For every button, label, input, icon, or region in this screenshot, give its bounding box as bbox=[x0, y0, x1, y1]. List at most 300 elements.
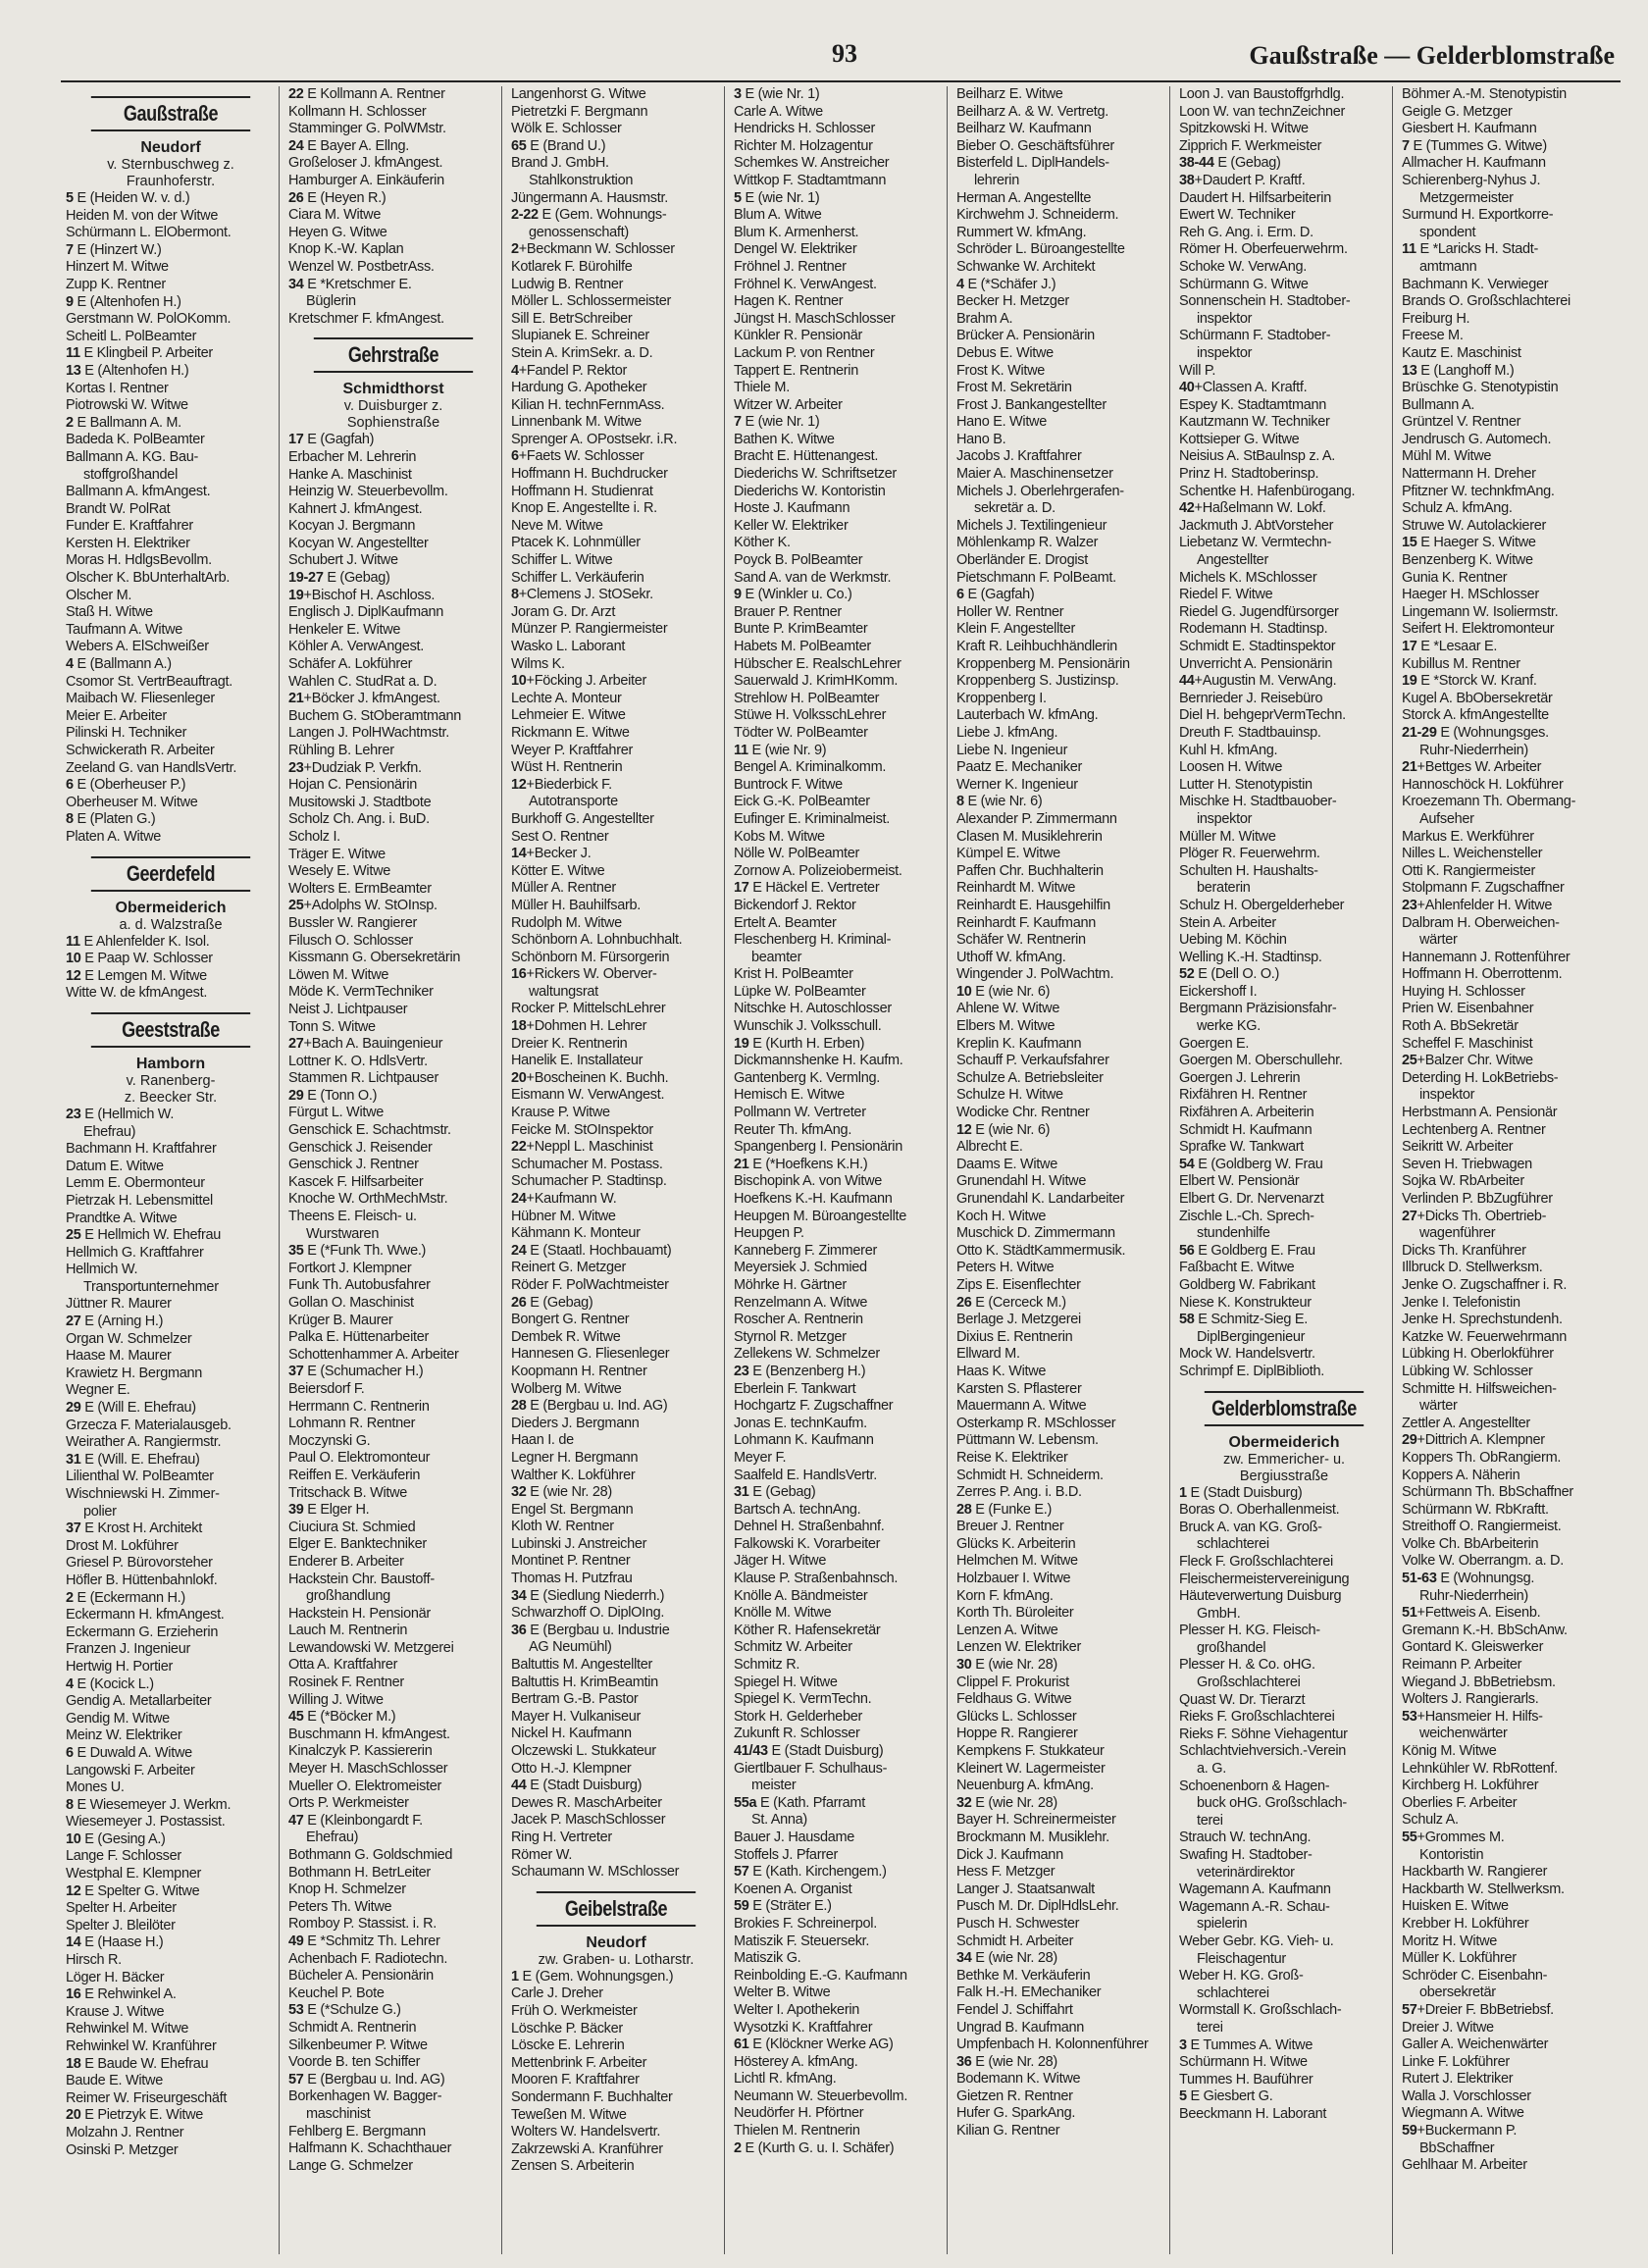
directory-entry: Clippel F. Prokurist bbox=[956, 1674, 1069, 1690]
directory-entry: Ewert W. Techniker bbox=[1179, 207, 1296, 224]
directory-entry: Bunte P. KrimBeamter bbox=[734, 621, 868, 638]
directory-entry: Maibach W. Fliesenleger bbox=[66, 691, 215, 707]
directory-entry: Kirchwehm J. Schneiderm. bbox=[956, 207, 1119, 224]
house-number: 41/43 bbox=[734, 1743, 768, 1759]
directory-entry: Buchem G. StOberamtmann bbox=[288, 707, 462, 724]
directory-entry: Weyer P. Kraftfahrer bbox=[511, 742, 634, 758]
directory-entry: Schoke W. VerwAng. bbox=[1179, 258, 1307, 275]
directory-entry: Dreuth F. Stadtbauinsp. bbox=[1179, 724, 1321, 741]
house-number: 4 bbox=[66, 656, 74, 673]
directory-entry: Wolberg M. Witwe bbox=[511, 1380, 622, 1397]
entry-continuation: inspektor bbox=[1419, 1087, 1475, 1104]
directory-entry: Hendricks H. Schlosser bbox=[734, 121, 876, 137]
directory-entry: Bergmann Präzisionsfahr- bbox=[1179, 1001, 1337, 1017]
directory-entry: Neudörfer H. Pförtner bbox=[734, 2105, 864, 2122]
directory-entry bbox=[511, 363, 721, 381]
directory-entry: Kissmann G. Obersekretärin bbox=[288, 950, 461, 966]
directory-entry: Häuteverwertung Duisburg bbox=[1179, 1588, 1342, 1605]
directory-entry: Silkenbeumer P. Witwe bbox=[288, 2036, 428, 2053]
directory-entry: Slupianek E. Schreiner bbox=[511, 328, 649, 344]
directory-entry bbox=[734, 1743, 944, 1761]
directory-entry: Meyer F. bbox=[734, 1449, 787, 1466]
directory-entry: Mettenbrink F. Arbeiter bbox=[511, 2054, 647, 2071]
directory-entry: Schäfer W. Rentnerin bbox=[956, 932, 1086, 949]
entry-text: E (Kurth G. u. I. Schäfer) bbox=[741, 2139, 895, 2156]
entry-continuation: Ehefrau) bbox=[306, 1830, 359, 1846]
directory-entry: Rühling B. Lehrer bbox=[288, 743, 394, 758]
entry-text: +Adolphs W. StOInsp. bbox=[303, 898, 438, 914]
entry-text: E (Oberheuser P.) bbox=[73, 777, 186, 794]
directory-entry bbox=[288, 1036, 498, 1054]
directory-entry: Romboy P. Stassist. i. R. bbox=[288, 1916, 437, 1933]
directory-entry bbox=[1402, 2123, 1612, 2140]
directory-entry: Römer H. Oberfeuerwehrm. bbox=[1179, 241, 1348, 258]
house-number: 16 bbox=[511, 966, 527, 983]
directory-entry: Carle J. Dreher bbox=[511, 1985, 603, 2002]
directory-entry: Daudert H. Hilfsarbeiterin bbox=[1179, 189, 1331, 206]
directory-entry bbox=[511, 1778, 721, 1795]
directory-entry: Hoefkens K.-H. Kaufmann bbox=[734, 1191, 893, 1207]
directory-entry: Hertwig H. Portier bbox=[66, 1658, 174, 1675]
directory-entry: Elbert G. Dr. Nervenarzt bbox=[1179, 1191, 1324, 1207]
house-number: 25 bbox=[288, 898, 304, 914]
entry-text: E (Wohnungsges. bbox=[1436, 724, 1549, 741]
directory-entry: Gendig M. Witwe bbox=[66, 1710, 170, 1727]
directory-entry: Surmund H. Exportkorre- bbox=[1402, 207, 1554, 224]
entry-text: E Giesbert G. bbox=[1186, 2088, 1273, 2105]
directory-entry: Schubert J. Witwe bbox=[288, 552, 398, 569]
directory-entry: Püttmann W. Lebensm. bbox=[956, 1432, 1099, 1449]
directory-entry: Hackstein Chr. Baustoff- bbox=[288, 1571, 435, 1587]
directory-entry: Michels K. MSchlosser bbox=[1179, 569, 1317, 586]
entry-text: E (Haase H.) bbox=[80, 1934, 164, 1951]
directory-entry: Lehmeier E. Witwe bbox=[511, 707, 626, 724]
directory-entry: Staß H. Witwe bbox=[66, 604, 153, 621]
directory-entry: Hoffmann H. Oberrottenm. bbox=[1402, 966, 1563, 983]
house-number: 23 bbox=[66, 1106, 81, 1122]
directory-entry: Röder F. PolWachtmeister bbox=[511, 1276, 669, 1293]
directory-entry: Reinert G. Metzger bbox=[511, 1260, 627, 1276]
column-2 bbox=[283, 86, 502, 2254]
directory-entry: Uthoff W. kfmAng. bbox=[956, 949, 1066, 965]
directory-entry: Reimer W. Friseurgeschäft bbox=[66, 2089, 228, 2106]
directory-entry bbox=[734, 190, 944, 208]
directory-entry: Plöger R. Feuerwehrm. bbox=[1179, 846, 1320, 862]
directory-entry bbox=[288, 1088, 498, 1106]
directory-entry: Nölle W. PolBeamter bbox=[734, 846, 860, 862]
directory-entry: Oberheuser M. Witwe bbox=[66, 794, 198, 810]
directory-entry: Eick G.-K. PolBeamter bbox=[734, 794, 870, 810]
directory-entry: Brauer P. Rentner bbox=[734, 603, 842, 620]
directory-entry: Reinhardt E. Hausgehilfin bbox=[956, 897, 1110, 913]
directory-entry: Burkhoff G. Angestellter bbox=[511, 810, 654, 827]
entry-continuation: Wurstwaren bbox=[306, 1225, 380, 1242]
entry-text: +Ahlenfelder H. Witwe bbox=[1416, 897, 1553, 913]
directory-entry: Jüngermann A. Hausmstr. bbox=[511, 189, 668, 206]
directory-entry: Badeda K. PolBeamter bbox=[66, 432, 205, 448]
directory-entry: Liebetanz W. Vermtechn- bbox=[1179, 535, 1332, 551]
directory-entry bbox=[66, 2056, 276, 2074]
entry-text: E (Gebag) bbox=[323, 570, 390, 587]
directory-entry: Reiffen E. Verkäuferin bbox=[288, 1467, 421, 1483]
directory-entry: Breuer J. Rentner bbox=[956, 1519, 1064, 1535]
directory-entry: Lehnkühler W. RbRottenf. bbox=[1402, 1760, 1558, 1777]
directory-entry: Brücker A. Pensionärin bbox=[956, 328, 1095, 344]
directory-entry bbox=[1179, 1312, 1389, 1329]
directory-entry: Kahnert J. kfmAngest. bbox=[288, 500, 423, 517]
entry-text: E Ahlenfelder K. Isol. bbox=[79, 933, 210, 950]
house-number: 14 bbox=[511, 846, 527, 862]
directory-entry: Jüngst H. MaschSchlosser bbox=[734, 310, 896, 327]
district-name: Obermeiderich bbox=[1228, 1433, 1340, 1451]
directory-entry: Schwarzhoff O. DiplOIng. bbox=[511, 1605, 665, 1622]
directory-entry: Olscher M. bbox=[66, 587, 132, 603]
house-number: 29 bbox=[288, 1087, 304, 1104]
directory-entry: Diel H. behgeprVermTechn. bbox=[1179, 707, 1346, 724]
house-number: 18 bbox=[511, 1018, 527, 1035]
entry-continuation: spondent bbox=[1419, 224, 1476, 240]
entry-text: +Kaufmann W. bbox=[526, 1191, 617, 1207]
entry-text: E Schmitz-Sieg E. bbox=[1194, 1312, 1309, 1328]
house-number: 54 bbox=[1179, 1156, 1195, 1172]
directory-entry bbox=[66, 1400, 276, 1418]
directory-entry: Blum K. Armenherst. bbox=[734, 224, 859, 240]
entry-continuation: stundenhilfe bbox=[1197, 1225, 1270, 1242]
directory-entry: Schmidt A. Rentnerin bbox=[288, 2019, 417, 2036]
directory-entry: Peters Th. Witwe bbox=[288, 1898, 392, 1915]
entry-text: E (Kurth H. Erben) bbox=[748, 1035, 865, 1052]
directory-entry: Müller M. Witwe bbox=[1179, 828, 1276, 845]
column-4 bbox=[729, 86, 948, 2254]
house-number: 32 bbox=[956, 1794, 972, 1811]
directory-entry: Kretschmer F. kfmAngest. bbox=[288, 310, 444, 327]
directory-entry: Rudolph M. Witwe bbox=[511, 914, 622, 931]
house-number: 5 bbox=[66, 190, 74, 206]
directory-entry: Joram G. Dr. Arzt bbox=[511, 603, 616, 620]
directory-entry: Volke W. Oberrangm. a. D. bbox=[1402, 1553, 1564, 1570]
directory-entry: Keller W. Elektriker bbox=[734, 517, 849, 534]
directory-entry: Reinbolding E.-G. Kaufmann bbox=[734, 1967, 907, 1984]
directory-entry: Wahlen C. StudRat a. D. bbox=[288, 673, 438, 690]
entry-text: E (Heiden W. v. d.) bbox=[73, 190, 190, 206]
directory-entry: Kanneberg F. Zimmerer bbox=[734, 1242, 878, 1259]
directory-entry: Kötter E. Witwe bbox=[511, 862, 605, 879]
house-number: 31 bbox=[734, 1484, 749, 1501]
entry-text: E Häckel E. Vertreter bbox=[748, 880, 880, 897]
directory-entry: Bachmann H. Kraftfahrer bbox=[66, 1141, 217, 1158]
directory-entry: Sonnenschein H. Stadtober- bbox=[1179, 293, 1351, 310]
directory-entry: Schröder C. Eisenbahn- bbox=[1402, 1967, 1548, 1984]
house-number: 21 bbox=[1402, 759, 1417, 776]
entry-continuation: sekretär a. D. bbox=[974, 500, 1056, 517]
directory-entry bbox=[66, 656, 276, 674]
directory-entry: Uebing M. Köchin bbox=[1179, 932, 1287, 949]
directory-entry: Holzbauer I. Witwe bbox=[956, 1571, 1071, 1587]
directory-entry: Bischopink A. von Witwe bbox=[734, 1173, 883, 1190]
directory-entry: Struwe W. Autolackierer bbox=[1402, 517, 1547, 534]
directory-entry: Jenke H. Sprechstundenh. bbox=[1402, 1312, 1563, 1328]
directory-entry: Ertelt A. Beamter bbox=[734, 914, 837, 931]
directory-entry: Neisius A. StBaulnsp z. A. bbox=[1179, 448, 1336, 465]
entry-text: E Tummes A. Witwe bbox=[1186, 2036, 1313, 2053]
directory-entry: Jackmuth J. AbtVorsteher bbox=[1179, 517, 1334, 534]
entry-continuation: Angestellter bbox=[1197, 552, 1268, 569]
entry-text: E Ballmann A. M. bbox=[73, 414, 181, 431]
directory-entry: Tonn S. Witwe bbox=[288, 1018, 376, 1035]
house-number: 19 bbox=[1402, 673, 1417, 690]
directory-entry: Elbert W. Pensionär bbox=[1179, 1173, 1300, 1190]
directory-entry bbox=[1402, 1571, 1612, 1588]
directory-entry: Haeger H. MSchlosser bbox=[1402, 587, 1539, 603]
house-number: 44 bbox=[1179, 673, 1195, 690]
street-heading: Gehrstraße bbox=[314, 337, 473, 373]
directory-entry: Sprafke W. Tankwart bbox=[1179, 1139, 1305, 1156]
entry-continuation: Aufseher bbox=[1419, 810, 1474, 827]
directory-entry: Schönborn A. Lohnbuchhalt. bbox=[511, 932, 683, 949]
directory-entry: Hojan C. Pensionärin bbox=[288, 777, 418, 794]
directory-entry: Buntrock F. Witwe bbox=[734, 776, 843, 793]
entry-continuation: wärter bbox=[1419, 932, 1458, 949]
directory-entry bbox=[288, 1243, 498, 1261]
house-number: 11 bbox=[734, 742, 748, 758]
directory-entry bbox=[66, 363, 276, 381]
directory-entry: Köther R. Hafensekretär bbox=[734, 1622, 881, 1638]
directory-entry: Hoffmann H. Buchdrucker bbox=[511, 466, 668, 483]
directory-entry: Hochgartz F. Zugschaffner bbox=[734, 1398, 894, 1415]
directory-entry: Debus E. Witwe bbox=[956, 344, 1054, 361]
entry-text: +Dreier F. BbBetriebsf. bbox=[1416, 2001, 1554, 2018]
entry-text: E (Schumacher H.) bbox=[303, 1364, 424, 1380]
directory-entry bbox=[1402, 759, 1612, 777]
directory-entry: Schulz H. Obergelderheber bbox=[1179, 897, 1345, 913]
house-number: 27 bbox=[1402, 1208, 1417, 1224]
directory-entry bbox=[1402, 725, 1612, 743]
directory-entry: Kraft R. Leihbuchhändlerin bbox=[956, 639, 1117, 654]
directory-entry: Helmchen M. Witwe bbox=[956, 1553, 1078, 1570]
directory-entry bbox=[956, 794, 1166, 811]
directory-entry: Will P. bbox=[1179, 362, 1216, 379]
entry-text: E Krost H. Architekt bbox=[80, 1521, 202, 1537]
directory-entry: Rocker P. MittelschLehrer bbox=[511, 1001, 666, 1017]
directory-entry: Paffen Chr. Buchhalterin bbox=[956, 862, 1104, 879]
directory-entry bbox=[734, 1864, 944, 1881]
directory-entry: Rickmann E. Witwe bbox=[511, 724, 630, 741]
entry-continuation: genossenschaft) bbox=[529, 224, 629, 240]
directory-entry bbox=[288, 86, 498, 104]
directory-entry: Kilian H. technFernmAss. bbox=[511, 396, 665, 413]
entry-text: E (Will. E. Ehefrau) bbox=[80, 1451, 200, 1468]
directory-entry: Klause P. Straßenbahnsch. bbox=[734, 1571, 899, 1587]
directory-entry: Kubillus M. Rentner bbox=[1402, 655, 1520, 672]
directory-entry: Schiffer L. Verkäuferin bbox=[511, 569, 644, 586]
directory-entry bbox=[288, 1502, 498, 1520]
column-6 bbox=[1174, 86, 1393, 2254]
directory-entry: Geigle G. Metzger bbox=[1402, 103, 1513, 120]
directory-entry: Mauermann A. Witwe bbox=[956, 1398, 1087, 1415]
directory-entry bbox=[511, 966, 721, 984]
directory-entry: Otto K. StädtKammermusik. bbox=[956, 1242, 1126, 1259]
directory-entry: Bracht E. Hüttenangest. bbox=[734, 448, 879, 465]
directory-entry: Wolters J. Rangierarls. bbox=[1402, 1691, 1539, 1708]
house-number: 31 bbox=[66, 1451, 81, 1468]
directory-entry: Prandtke A. Witwe bbox=[66, 1210, 178, 1226]
directory-entry: Filusch O. Schlosser bbox=[288, 932, 413, 949]
directory-entry: Bengel A. Kriminalkomm. bbox=[734, 759, 887, 776]
directory-entry: Griesel P. Bürovorsteher bbox=[66, 1555, 213, 1572]
directory-entry: Eufinger E. Kriminalmeist. bbox=[734, 810, 891, 827]
directory-entry: Michels J. Oberlehrgerafen- bbox=[956, 483, 1124, 499]
directory-entry: Schiffer L. Witwe bbox=[511, 552, 613, 569]
directory-entry bbox=[956, 1502, 1166, 1520]
directory-entry: Spelter H. Arbeiter bbox=[66, 1900, 177, 1917]
entry-continuation: BbSchaffner bbox=[1419, 2139, 1495, 2156]
directory-entry: Rixfähren H. Rentner bbox=[1179, 1087, 1308, 1104]
entry-text: +Becker J. bbox=[526, 846, 592, 862]
house-number: 52 bbox=[1179, 966, 1195, 983]
directory-entry: Koch H. Witwe bbox=[956, 1208, 1047, 1224]
house-number: 8 bbox=[66, 811, 74, 828]
entry-text: E (Brand U.) bbox=[526, 137, 606, 154]
directory-entry: Klein F. Angestellter bbox=[956, 621, 1076, 638]
entry-continuation: AG Neumühl) bbox=[529, 1639, 612, 1656]
directory-entry bbox=[511, 1398, 721, 1416]
entry-text: E (Staatl. Hochbauamt) bbox=[526, 1242, 672, 1259]
house-number: 38 bbox=[1179, 172, 1195, 188]
directory-entry: Kollmann H. Schlosser bbox=[288, 103, 427, 120]
directory-entry bbox=[956, 984, 1166, 1002]
directory-entry: Baltuttis H. KrimBeamtin bbox=[511, 1674, 658, 1690]
directory-entry: Bussler W. Rangierer bbox=[288, 914, 417, 931]
directory-entry: Buschmann H. kfmAngest. bbox=[288, 1726, 450, 1742]
directory-entry: Dreier K. Rentnerin bbox=[511, 1035, 628, 1052]
directory-entry: Legner H. Bergmann bbox=[511, 1449, 639, 1466]
directory-entry: Freese M. bbox=[1402, 328, 1464, 344]
directory-entry bbox=[288, 1364, 498, 1381]
directory-entry: Funder E. Kraftfahrer bbox=[66, 518, 193, 535]
house-number: 6 bbox=[66, 777, 74, 794]
directory-entry: Sondermann F. Buchhalter bbox=[511, 2088, 673, 2105]
page-number: 93 bbox=[832, 39, 857, 68]
directory-entry: Beeckmann H. Laborant bbox=[1179, 2105, 1327, 2122]
entry-text: +Hansmeier H. Hilfs- bbox=[1416, 1708, 1543, 1725]
column-3 bbox=[506, 86, 725, 2254]
directory-entry bbox=[511, 1243, 721, 1261]
directory-entry bbox=[66, 934, 276, 952]
house-number: 11 bbox=[66, 345, 80, 362]
column-5 bbox=[952, 86, 1170, 2254]
entry-text: E (Gebag) bbox=[748, 1484, 816, 1501]
directory-entry: Paul O. Elektromonteur bbox=[288, 1450, 431, 1467]
directory-entry: Rutert J. Elektriker bbox=[1402, 2071, 1514, 2088]
directory-entry: Streithoff O. Rangiermeist. bbox=[1402, 1519, 1562, 1535]
directory-entry: Langen J. PolHWachtmstr. bbox=[288, 725, 449, 742]
directory-entry: Kascek F. Hilfsarbeiter bbox=[288, 1173, 424, 1190]
entry-text: E (Gagfah) bbox=[963, 587, 1035, 603]
directory-entry: Feldhaus G. Witwe bbox=[956, 1691, 1072, 1708]
directory-entry bbox=[734, 1157, 944, 1174]
header-rule bbox=[61, 80, 1621, 82]
directory-entry: Heupgen P. bbox=[734, 1225, 804, 1242]
entry-text: E (wie Nr. 1) bbox=[741, 86, 820, 102]
directory-entry: Dengel W. Elektriker bbox=[734, 241, 857, 258]
house-number: 7 bbox=[1402, 137, 1410, 154]
entry-continuation: weichenwärter bbox=[1419, 1726, 1508, 1742]
directory-entry: Hellmich G. Kraftfahrer bbox=[66, 1244, 204, 1261]
entry-continuation: Metzgermeister bbox=[1419, 189, 1514, 206]
directory-entry: Ahlene W. Witwe bbox=[956, 1001, 1060, 1017]
directory-entry: Grzecza F. Materialausgeb. bbox=[66, 1417, 232, 1433]
directory-entry: Keuchel P. Bote bbox=[288, 1984, 385, 2001]
directory-entry bbox=[66, 1590, 276, 1608]
directory-entry bbox=[66, 1934, 276, 1952]
directory-entry bbox=[511, 1018, 721, 1036]
entry-text: E (Altenhofen H.) bbox=[80, 362, 189, 379]
directory-entry: Baude E. Witwe bbox=[66, 2073, 163, 2089]
directory-entry: Werner K. Ingenieur bbox=[956, 776, 1078, 793]
directory-entry bbox=[288, 138, 498, 156]
directory-entry: Kobs M. Witwe bbox=[734, 828, 825, 845]
entry-continuation: waltungsrat bbox=[529, 983, 598, 1000]
directory-entry: Saalfeld E. HandlsVertr. bbox=[734, 1467, 877, 1483]
directory-entry: Rodemann H. Stadtinsp. bbox=[1179, 621, 1328, 638]
directory-entry: Goergen E. bbox=[1179, 1035, 1250, 1052]
house-number: 15 bbox=[1402, 535, 1417, 551]
house-number: 28 bbox=[956, 1501, 972, 1518]
directory-entry: Dickmannshenke H. Kaufm. bbox=[734, 1053, 903, 1069]
directory-entry: Haase M. Maurer bbox=[66, 1348, 172, 1365]
directory-entry: Freiburg H. bbox=[1402, 310, 1470, 327]
house-number: 8 bbox=[956, 794, 964, 810]
house-number: 28 bbox=[511, 1398, 527, 1415]
street-heading: Geeststraße bbox=[91, 1012, 250, 1048]
directory-entry: Heiden M. von der Witwe bbox=[66, 207, 219, 224]
house-number: 40 bbox=[1179, 380, 1195, 396]
directory-entry bbox=[288, 1709, 498, 1727]
directory-entry: Pietretzki F. Bergmann bbox=[511, 103, 648, 120]
house-number: 4 bbox=[66, 1675, 74, 1692]
directory-entry: Falkowski K. Vorarbeiter bbox=[734, 1535, 881, 1552]
directory-entry: Huisken E. Witwe bbox=[1402, 1898, 1509, 1915]
directory-entry: Wasko L. Laborant bbox=[511, 639, 626, 654]
directory-entry bbox=[66, 345, 276, 363]
directory-entry bbox=[1179, 966, 1389, 984]
entry-text: +Buckermann P. bbox=[1416, 2123, 1518, 2139]
directory-entry: Paatz E. Mechaniker bbox=[956, 759, 1083, 776]
directory-entry: Benzenberg K. Witwe bbox=[1402, 552, 1533, 569]
directory-entry: Köther K. bbox=[734, 535, 791, 551]
entry-continuation: Stahlkonstruktion bbox=[529, 172, 634, 188]
directory-entry: Fleischermeistervereinigung bbox=[1179, 1571, 1350, 1587]
entry-continuation: terei bbox=[1197, 1812, 1223, 1829]
directory-entry: Haan I. de bbox=[511, 1432, 574, 1449]
directory-entry: Dehnel H. Straßenbahnf. bbox=[734, 1519, 885, 1535]
district-name: Hamborn bbox=[135, 1055, 206, 1072]
directory-entry: Wagemann A. Kaufmann bbox=[1179, 1881, 1331, 1898]
house-number: 56 bbox=[1179, 1242, 1195, 1259]
directory-entry: Jüttner R. Maurer bbox=[66, 1296, 172, 1313]
directory-entry: Wesely E. Witwe bbox=[288, 863, 391, 880]
directory-entry: Fröhnel K. VerwAngest. bbox=[734, 276, 877, 292]
entry-text: E (Gagfah) bbox=[303, 432, 375, 448]
entry-continuation: großhandel bbox=[1197, 1639, 1266, 1656]
directory-entry: Reimann P. Arbeiter bbox=[1402, 1657, 1522, 1674]
directory-entry bbox=[511, 1295, 721, 1313]
house-number: 2 bbox=[66, 414, 74, 431]
directory-entry: Welling K.-H. Stadtinsp. bbox=[1179, 949, 1322, 965]
directory-entry: Hanke A. Maschinist bbox=[288, 466, 412, 483]
directory-entry: Matiszik F. Steuersekr. bbox=[734, 1933, 870, 1949]
directory-entry: Oberlies F. Arbeiter bbox=[1402, 1794, 1518, 1811]
